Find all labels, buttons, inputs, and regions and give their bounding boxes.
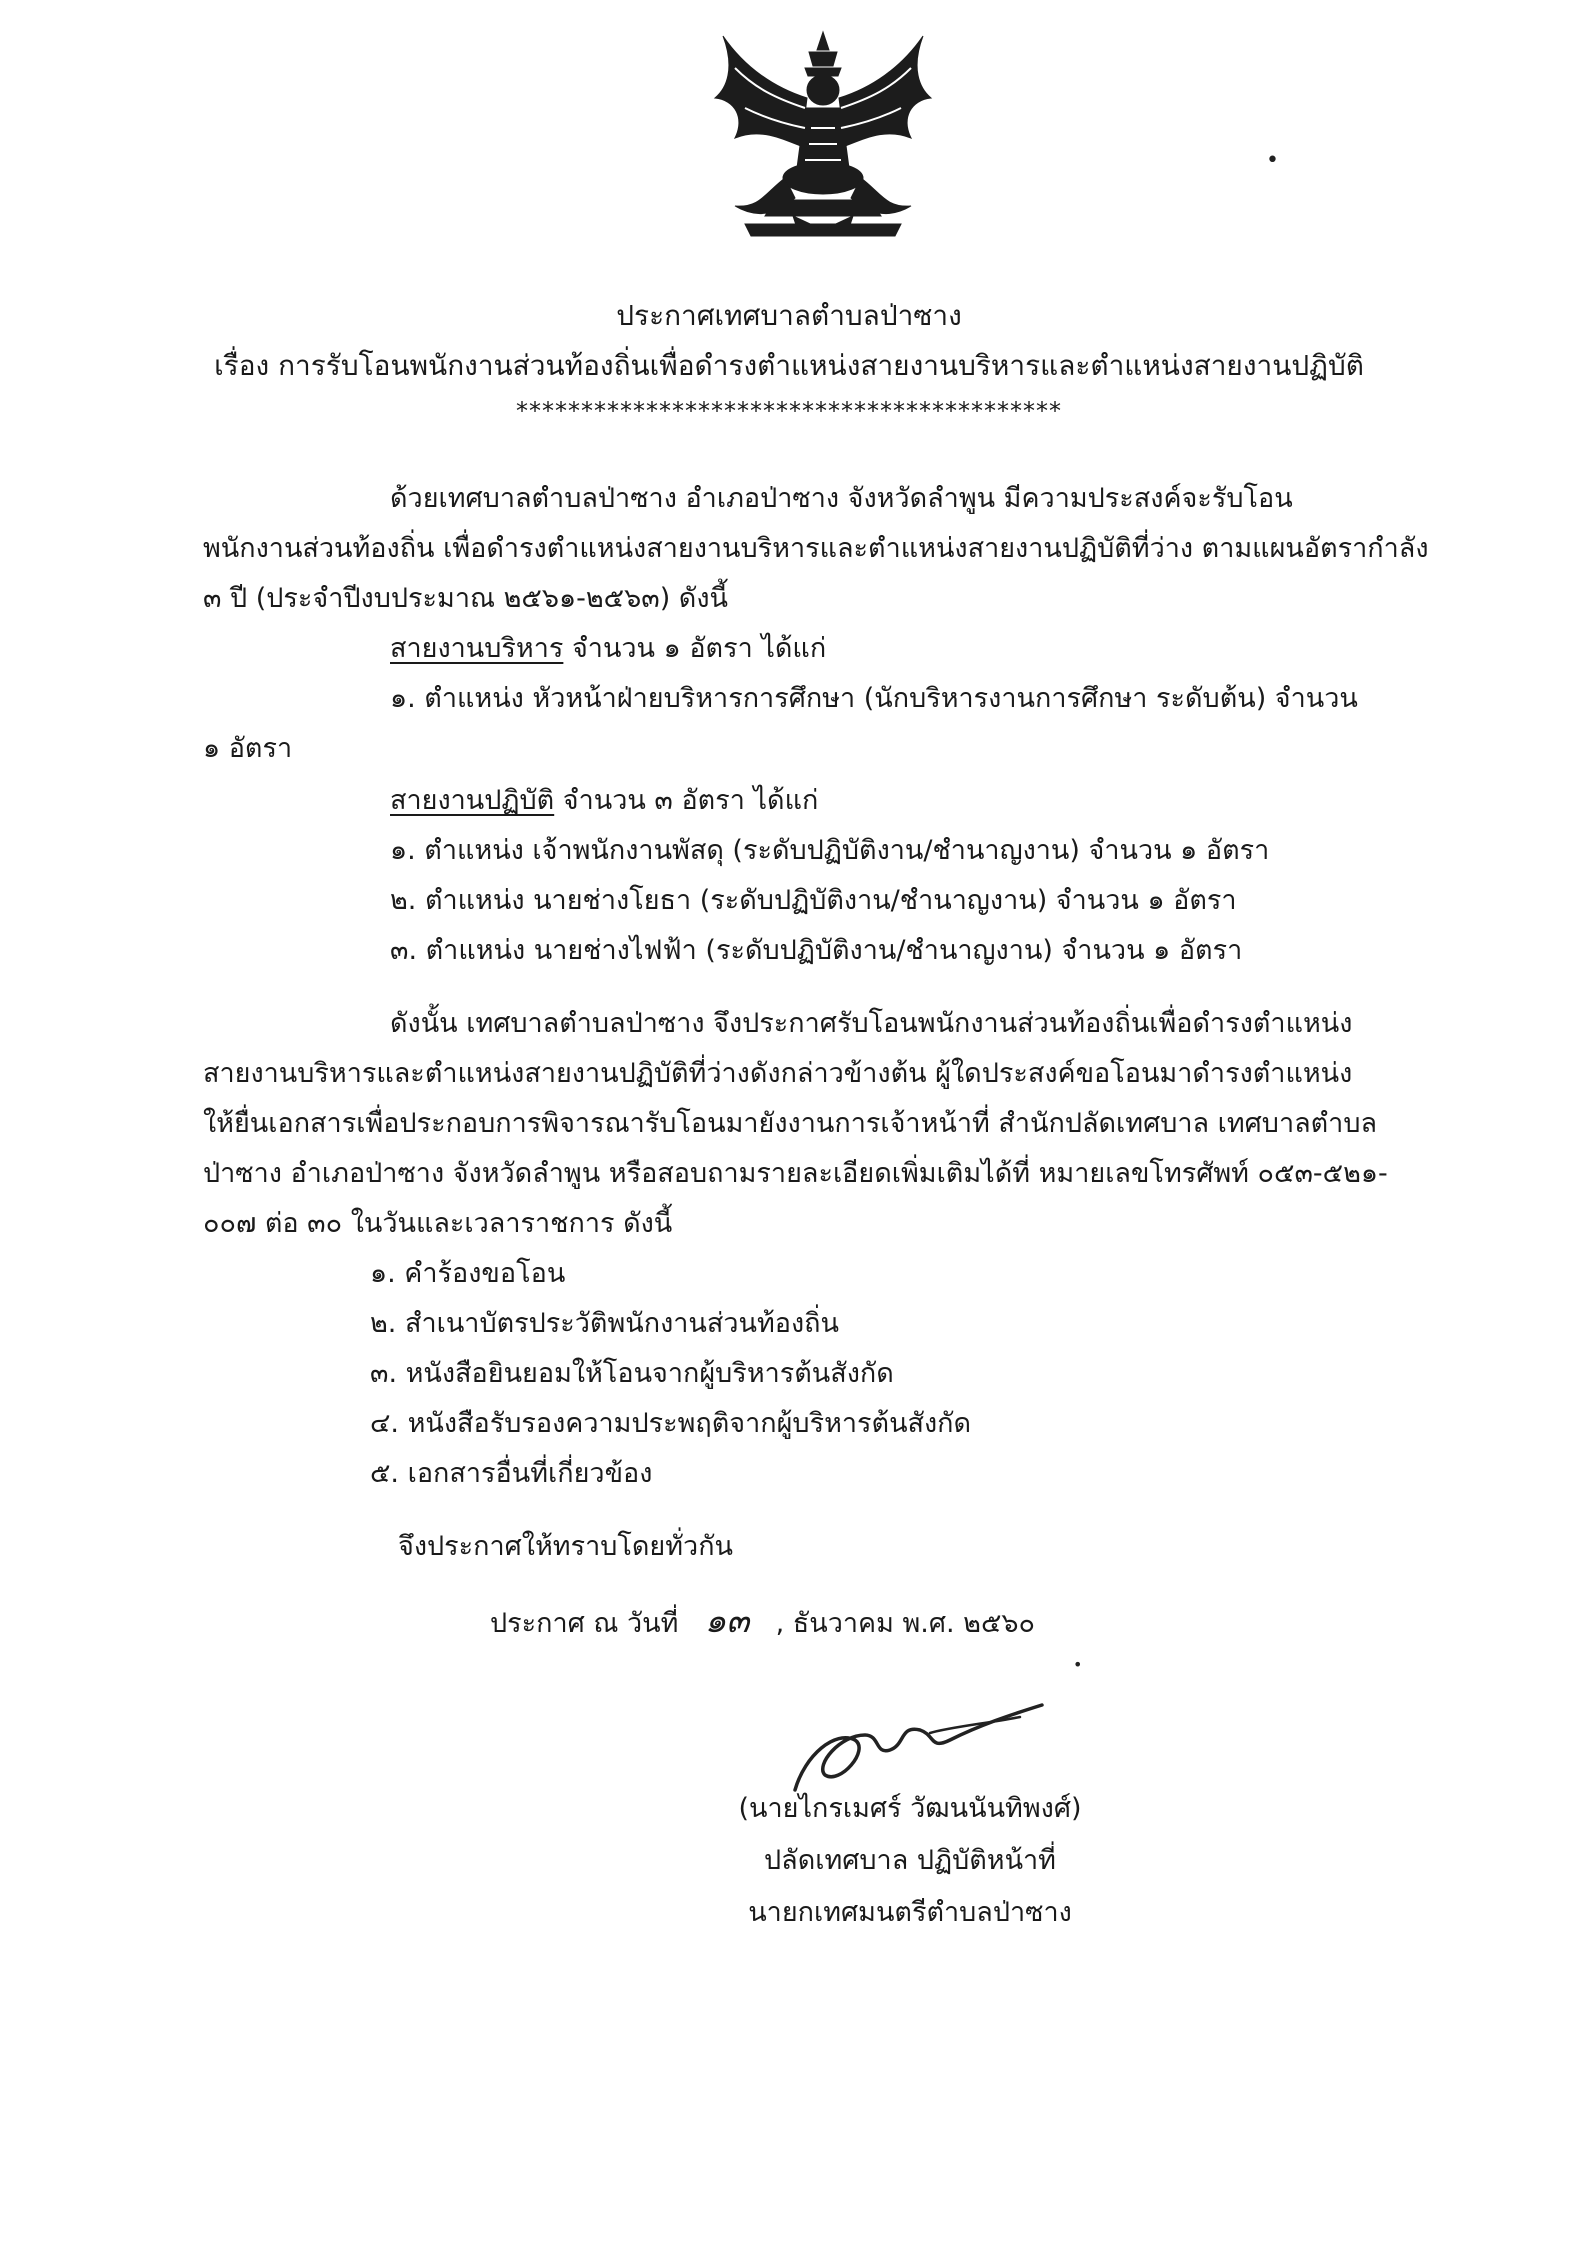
intro-text: ด้วยเทศบาลตำบลป่าซาง อำเภอป่าซาง จังหวัดลำพูน มีความประสงค์จะรับโอน	[390, 483, 1293, 514]
admin-heading-label: สายงานบริหาร	[390, 633, 564, 664]
practice-item: ๓. ตำแหน่ง นายช่างไฟฟ้า (ระดับปฏิบัติงาน/ชำนาญงาน) จำนวน ๑ อัตรา	[390, 935, 1243, 966]
garuda-emblem-icon	[705, 28, 941, 244]
admin-heading	[390, 631, 826, 667]
document-item: ๑. คำร้องขอโอน	[370, 1258, 566, 1289]
document-item: ๕. เอกสารอื่นที่เกี่ยวข้อง	[370, 1458, 653, 1489]
body-line: ดังนั้น เทศบาลตำบลป่าซาง จึงประกาศรับโอนพนักงานส่วนท้องถิ่นเพื่อดำรงตำแหน่ง	[390, 1008, 1353, 1039]
admin-heading-count: จำนวน ๑ อัตรา ได้แก่	[563, 633, 827, 664]
body-line: ป่าซาง อำเภอป่าซาง จังหวัดลำพูน หรือสอบถามรายละเอียดเพิ่มเติมได้ที่ หมายเลขโทรศัพท์ ๐๕๓-๕๒๑-	[203, 1158, 1388, 1189]
practice-heading-count: จำนวน ๓ อัตรา ได้แก่	[554, 785, 819, 816]
intro-line-1	[390, 481, 1442, 517]
signatory-name: (นายไกรเมศร์ วัฒนนันทิพงศ์)	[738, 1793, 1082, 1824]
date-prefix: ประกาศ ณ วันที่	[490, 1608, 679, 1639]
practice-item: ๒. ตำแหน่ง นายช่างโยธา (ระดับปฏิบัติงาน/ชำนาญงาน) จำนวน ๑ อัตรา	[390, 885, 1237, 916]
document-subject: เรื่อง การรับโอนพนักงานส่วนท้องถิ่นเพื่อดำรงตำแหน่งสายงานบริหารและตำแหน่งสายงานปฏิบัติ	[214, 349, 1364, 382]
document-item: ๓. หนังสือยินยอมให้โอนจากผู้บริหารต้นสังกัด	[370, 1358, 894, 1389]
signatory-position-2: นายกเทศมนตรีตำบลป่าซาง	[748, 1897, 1072, 1928]
document-item: ๔. หนังสือรับรองความประพฤติจากผู้บริหารต้นสังกัด	[370, 1408, 972, 1439]
admin-item-1-line-1: ๑. ตำแหน่ง หัวหน้าฝ่ายบริหารการศึกษา (นักบริหารงานการศึกษา ระดับต้น) จำนวน	[390, 683, 1358, 714]
date-comma: ,	[775, 1608, 785, 1639]
intro-line-2: พนักงานส่วนท้องถิ่น เพื่อดำรงตำแหน่งสายงานบริหารและตำแหน่งสายงานปฏิบัติที่ว่าง ตามแผนอัตรากำลัง	[203, 533, 1429, 564]
signatory-position-1: ปลัดเทศบาล ปฏิบัติหน้าที่	[764, 1845, 1056, 1876]
date-month-year: ธันวาคม พ.ศ. ๒๕๖๐	[792, 1608, 1036, 1639]
signature-icon	[780, 1695, 1050, 1805]
closing-text: จึงประกาศให้ทราบโดยทั่วกัน	[398, 1531, 733, 1562]
practice-heading-label: สายงานปฏิบัติ	[390, 785, 555, 816]
intro-line-3: ๓ ปี (ประจำปีงบประมาณ ๒๕๖๑-๒๕๖๓) ดังนี้	[203, 583, 728, 614]
body-line: สายงานบริหารและตำแหน่งสายงานปฏิบัติที่ว่างดังกล่าวข้างต้น ผู้ใดประสงค์ขอโอนมาดำรงตำแหน่ง	[203, 1058, 1353, 1089]
scan-speck: •	[1073, 1655, 1083, 1674]
divider: ******************************************	[516, 397, 1062, 425]
admin-item-1-line-2: ๑ อัตรา	[203, 733, 293, 764]
document-title: ประกาศเทศบาลตำบลป่าซาง	[616, 299, 962, 332]
body-line: ๐๐๗ ต่อ ๓๐ ในวันและเวลาราชการ ดังนี้	[203, 1208, 673, 1239]
practice-heading	[390, 783, 818, 819]
scan-speck: •	[1266, 148, 1279, 173]
date-day-handwritten: ๑๓	[704, 1601, 750, 1641]
practice-item: ๑. ตำแหน่ง เจ้าพนักงานพัสดุ (ระดับปฏิบัติงาน/ชำนาญงาน) จำนวน ๑ อัตรา	[390, 835, 1270, 866]
announcement-date	[490, 1603, 1035, 1642]
document-item: ๒. สำเนาบัตรประวัติพนักงานส่วนท้องถิ่น	[370, 1308, 839, 1339]
body-line: ให้ยื่นเอกสารเพื่อประกอบการพิจารณารับโอนมายังงานการเจ้าหน้าที่ สำนักปลัดเทศบาล เทศบาลตำบล	[203, 1108, 1378, 1139]
